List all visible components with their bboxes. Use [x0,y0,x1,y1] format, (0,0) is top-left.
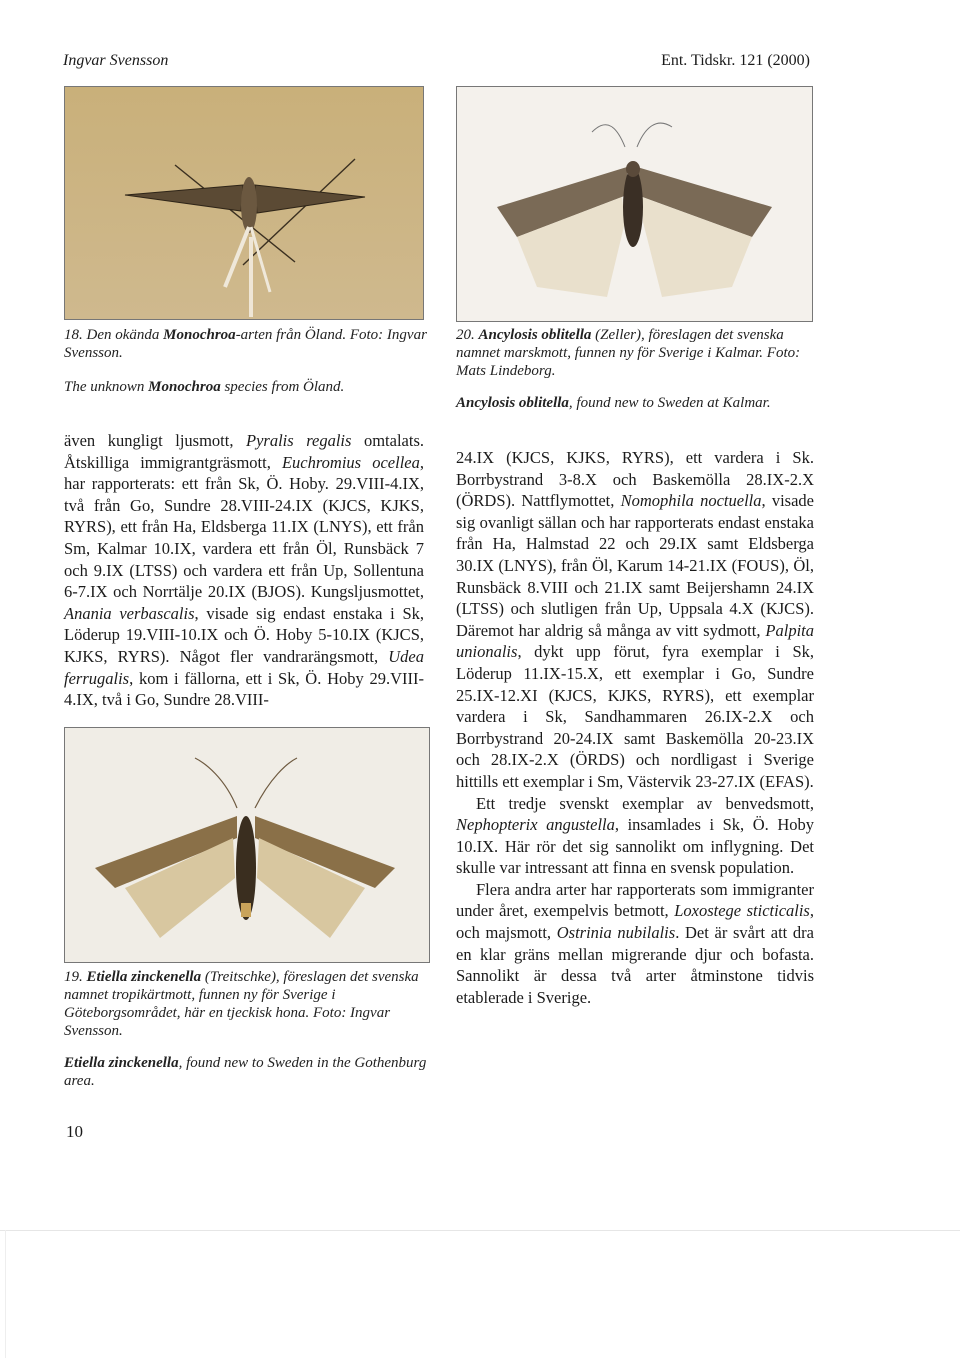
paragraph: Flera andra arter har rapporterats som immigranter under året, exempelvis betmott, Loxostege sticticalis, och majsmott, Ostrinia nubilalis. Det är svårt att dra en klar gräns mellan migrerande djur och bofasta. Sannolikt är dessa två arter åtminstone tidvis etablerade i Sverige. [456,879,814,1007]
figure-18-caption-en: The unknown Monochroa species from Öland. [64,379,345,395]
figure-19-caption [64,968,428,1090]
figure-19-caption-en: Etiella zinckenella, found new to Sweden in the Gothenburg area. [64,1055,427,1089]
running-head-journal: Ent. Tidskr. 121 (2000) [661,52,810,69]
figure-18-caption [64,326,428,396]
paragraph: 24.IX (KJCS, KJKS, RYRS), ett vardera i Sk. Borrbystrand 3-8.X och Baskemölla 28.IX-2.X (ÖRDS). Nattflymottet, Nomophila noctuella, visade sig ovanligt sällan och har rapporterats endast enstaka från Ha, Halmstad 22 och 29.IX samt Eldsberga 30.IX (LNYS), från Öl, Karum 14-21.IX (FOUS), Öl, Runsbäck 8.VIII och 21.IX samt Beijershamn 24.IX (LTSS) och slutligen från Up, Uppsala 4.X (KJCS). Däremot har aldrig så många av vitt sydmott, Palpita unionalis, dykt upp förut, fyra exemplar i Sk, Löderup 11.IX-15.X, ett exemplar i Go, Sundre 25.IX-12.XI (KJCS, KJKS, RYRS), ett exemplar vardera i Sk, Sandhammaren 26.IX-2.X och Borrbystrand 20-24.IX samt Baskemölla 20-23.IX och 28.IX-2.X (ÖRDS) och nordligast i Sverige hittills ett exemplar i Sm, Västervik 23-27.IX (EFAS). [456,448,814,791]
scan-edge-line [0,1230,960,1231]
running-head-author: Ingvar Svensson [63,52,169,69]
page-number: 10 [66,1122,83,1141]
figure-20-caption-en: Ancylosis oblitella, found new to Sweden at Kalmar. [456,395,771,411]
left-column-text: även kungligt ljusmott, Pyralis regalis omtalats. Åtskilliga immigrantgräsmott, Euchromius ocellea, har rapporterats: ett från Sk, Ö. Hoby. 29.VIII-4.IX, två från Go, Sundre 28.VIII-24.IX (KJCS, KJKS, RYRS), ett från Ha, Eldsberga 11.IX (LNYS), ett från Sm, Kalmar 10.IX, vardera ett från Öl, Runsbäck 7 och 9.IX (LTSS) och vardera ett från Up, Sollentuna 6-7.IX och Norrtälje 20.IX (BJOS). Kungsljusmottet, Anania verbascalis, visade sig endast enstaka i Sk, Löderup 19.VIII-10.IX och Ö. Hoby 5-10.IX (KJCS, KJKS, RYRS). Något fler vandrarängsmott, Udea ferrugalis, kom i fällorna, ett i Sk, Ö. Hoby 29.VIII-4.IX, två i Go, Sundre 28.VIII- [64,431,425,710]
right-column-text [456,447,814,1008]
figure-20-photo [456,86,813,322]
figure-20-caption [456,326,812,412]
scan-edge-line-vertical [5,1230,6,1358]
figure-19-photo [64,727,430,963]
figure-18-photo [64,86,424,320]
paragraph: Ett tredje svenskt exemplar av benvedsmott, Nephopterix angustella, insamlades i Sk, Ö. Hoby 10.IX. Här rör det sig sannolikt om inflygning. Det skulle var intressant att finna en svensk population. [456,793,814,878]
figure-19-caption-sv: 19. Etiella zinckenella (Treitschke), föreslagen det svenska namnet tropikärtmott, funnen ny för Sverige i Göteborgsområdet, här en tjeckisk hona. Foto: Ingvar Svensson. [64,969,419,1039]
figure-20-caption-sv: 20. Ancylosis oblitella (Zeller), föreslagen det svenska namnet marskmott, funnen ny för Sverige i Kalmar. Foto: Mats Lindeborg. [456,327,801,379]
figure-18-caption-sv: 18. Den okända Monochroa-arten från Öland. Foto: Ingvar Svensson. [64,327,427,361]
